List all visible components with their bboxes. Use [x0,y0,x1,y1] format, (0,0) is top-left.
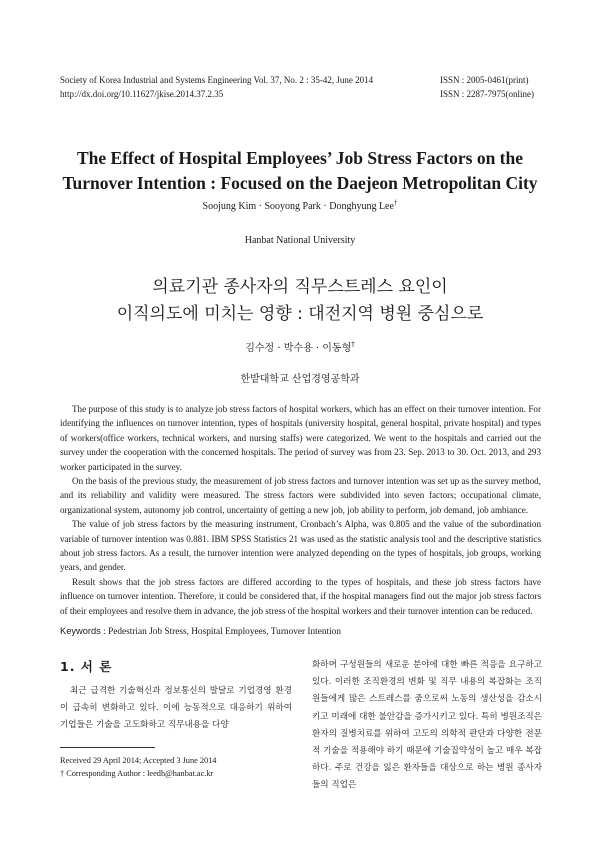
keywords [60,626,541,637]
english-affiliation: Hanbat National University [244,235,356,246]
english-author-names: Soojung Kim · Sooyong Park · Donghyung Lee [202,201,394,212]
issn-block [440,73,534,101]
abstract [60,402,541,618]
footnotes [60,754,216,780]
corresponding-author-text: Corresponding Author : leedh@hanbat.ac.kr [64,769,214,778]
left-column [60,683,292,735]
korean-author-names: 김수정 · 박수용 · 이동형 [245,343,352,354]
korean-title-line-1: 의료기관 종사자의 직무스트레스 요인이 [152,277,448,297]
keywords-separator: : [100,627,109,637]
issn-print: ISSN : 2005-0461(print) [440,75,529,85]
abstract-paragraph-1: The purpose of this study is to analyze job stress factors of hospital workers, which has an effect on their turnover intention. For identifying the influences on turnover intention, types of hospitals (university hospital, general hospital, private hospital) and types of workers(office workers, technical workers, and nursing staffs) were categorized. We went to the hospitals and carried out the survey under the cooperation with the concerned hospitals. The period of survey was from 23. Sep. 2013 to 30. Oct. 2013, and 293 worker participated in the survey. [60,404,541,472]
journal-citation: Society of Korea Industrial and Systems Engineering Vol. 37, No. 2 : 35-42, June 2014 [60,75,374,85]
abstract-paragraph-2: On the basis of the previous study, the measurement of job stress factors and turnover intention was set up as the survey method, and its reliability and validity were measured. The stress factors were subdivided into seven factors; occupational climate, organizational system, autonomy job control, uncertainty of getting a new job, job ability to perform, job demand, job ambiance. [60,476,541,515]
corresponding-mark: † [393,198,398,207]
english-title [40,146,560,196]
footnote-divider [60,747,155,748]
intro-paragraph-right: 화하며 구성원들의 새로운 분야에 대한 빠른 적응을 요구하고 있다. 이러한 조직환경의 변화 및 직무 내용의 복잡화는 조직원들에게 많은 스트레스를 줌으로써 노동의 생산성을 감소시키고 미래에 대한 불안감을 증가시키고 있다. 특히 병원조직은 환자의 질병치료를 위하여 고도의 의학적 판단과 다양한 전문적 기술을 적용해야 하기 때문에 기술집약성이 높고 매우 복잡하다. 주로 건강을 잃은 환자들을 대상으로 하는 병원 종사자들의 직업은 [312,660,542,791]
corresponding-author-mark: † [60,769,65,778]
keywords-label: Keywords [60,626,101,636]
keywords-text: Pedestrian Job Stress, Hospital Employees, Turnover Intention [108,627,341,637]
english-authors [0,198,600,212]
korean-affiliation: 한밭대학교 산업경영공학과 [240,374,360,385]
intro-paragraph-left: 최근 급격한 기술혁신과 정보통신의 발달로 기업경영 환경이 급속히 변화하고 있다. 이에 능동적으로 대응하기 위하여 기업들은 기술을 고도화하고 직무내용을 다양 [60,686,292,731]
doi-link[interactable]: http://dx.doi.org/10.11627/jkise.2014.37.2.35 [60,89,224,99]
korean-title-line-2: 이직의도에 미치는 영향 : 대전지역 병원 중심으로 [116,304,484,324]
corresponding-author [60,767,216,780]
received-date: Received 29 April 2014; Accepted 3 June 2014 [60,756,217,765]
section-title-introduction: 1. 서 론 [60,659,113,674]
korean-title [40,274,560,328]
right-column [312,657,542,795]
abstract-paragraph-3: The value of job stress factors by the measuring instrument, Cronbach’s Alpha, was 0.805 and the value of the subordination variable of turnover intention was 0.881. IBM SPSS Statistics 21 was used as the statistic analysis tool and the descriptive statistics about job stress factors. As a result, the turnover intention were analyzed depending on the types of hospitals, job groups, working years, and gender. [60,519,541,573]
korean-corresponding-mark: † [351,340,355,349]
abstract-paragraph-4: Result shows that the job stress factors are differed according to the types of hospitals, and these job stress factors have influence on turnover intention. Therefore, it could be considered that, if the hospital managers find out the major job stress factors of their employees and resolve them in advance, the job stress of the hospital workers and their turnover intention can be reduced. [60,576,541,616]
english-title-line-1: The Effect of Hospital Employees’ Job Stress Factors on the [76,148,524,168]
journal-header [60,73,373,101]
english-title-line-2: Turnover Intention : Focused on the Daejeon Metropolitan City [62,173,538,193]
korean-authors [0,339,600,354]
issn-online: ISSN : 2287-7975(online) [440,89,534,99]
